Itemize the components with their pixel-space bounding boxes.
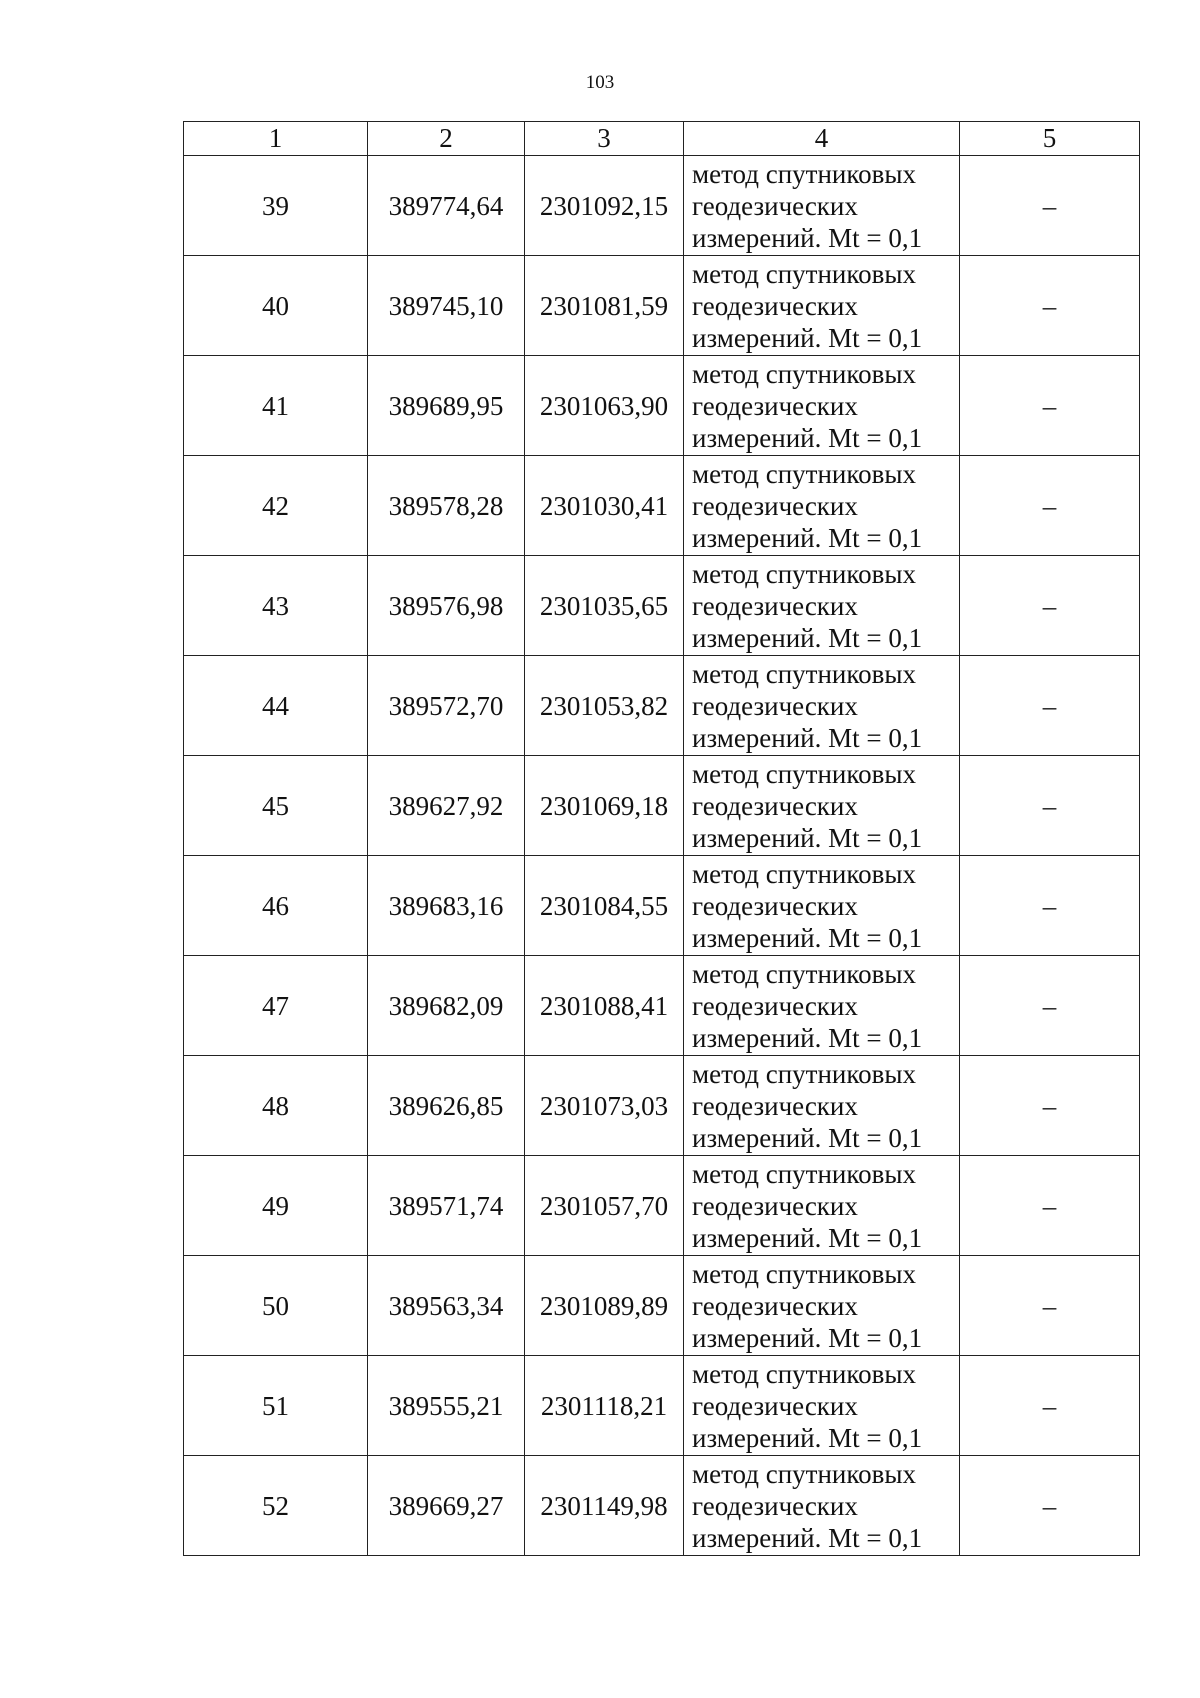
column-header: 1 [184,122,368,156]
method-line: геодезических [692,590,858,621]
table-row [184,356,1140,456]
table-row [184,956,1140,1056]
y-coordinate-cell: 2301084,55 [525,856,684,956]
method-line: метод спутниковых [692,1158,916,1189]
note-cell: – [960,756,1140,856]
method-line: измерений. Mt = 0,1 [692,1422,923,1453]
method-line: метод спутниковых [692,858,916,889]
point-number-cell: 46 [184,856,368,956]
x-coordinate-cell: 389571,74 [368,1156,525,1256]
x-coordinate-cell: 389563,34 [368,1256,525,1356]
point-number-cell: 41 [184,356,368,456]
table-row [184,1356,1140,1456]
column-header: 5 [960,122,1140,156]
method-line: метод спутниковых [692,1358,916,1389]
method-line: измерений. Mt = 0,1 [692,1122,923,1153]
method-line: геодезических [692,390,858,421]
table-row [184,1156,1140,1256]
method-line: измерений. Mt = 0,1 [692,322,923,353]
column-header: 3 [525,122,684,156]
method-cell [684,1056,960,1156]
method-cell [684,556,960,656]
method-line: измерений. Mt = 0,1 [692,422,923,453]
method-line: геодезических [692,490,858,521]
x-coordinate-cell: 389626,85 [368,1056,525,1156]
note-cell: – [960,1356,1140,1456]
method-line: метод спутниковых [692,1058,916,1089]
method-line: геодезических [692,1290,858,1321]
method-cell [684,1156,960,1256]
note-cell: – [960,456,1140,556]
method-line: геодезических [692,1190,858,1221]
method-line: измерений. Mt = 0,1 [692,522,923,553]
x-coordinate-cell: 389627,92 [368,756,525,856]
note-cell: – [960,1056,1140,1156]
method-line: геодезических [692,790,858,821]
method-line: измерений. Mt = 0,1 [692,1522,923,1553]
note-cell: – [960,856,1140,956]
method-cell [684,156,960,256]
table-row [184,256,1140,356]
y-coordinate-cell: 2301081,59 [525,256,684,356]
y-coordinate-cell: 2301030,41 [525,456,684,556]
method-line: измерений. Mt = 0,1 [692,1222,923,1253]
method-cell [684,1256,960,1356]
y-coordinate-cell: 2301149,98 [525,1456,684,1556]
method-line: метод спутниковых [692,958,916,989]
method-line: метод спутниковых [692,158,916,189]
method-cell [684,256,960,356]
y-coordinate-cell: 2301118,21 [525,1356,684,1456]
method-line: метод спутниковых [692,758,916,789]
method-line: геодезических [692,690,858,721]
table-header-row [184,122,1140,156]
note-cell: – [960,956,1140,1056]
method-cell [684,456,960,556]
note-cell: – [960,156,1140,256]
method-line: метод спутниковых [692,358,916,389]
method-cell [684,756,960,856]
point-number-cell: 52 [184,1456,368,1556]
point-number-cell: 44 [184,656,368,756]
note-cell: – [960,556,1140,656]
table-row [184,856,1140,956]
method-line: измерений. Mt = 0,1 [692,822,923,853]
y-coordinate-cell: 2301053,82 [525,656,684,756]
y-coordinate-cell: 2301073,03 [525,1056,684,1156]
point-number-cell: 51 [184,1356,368,1456]
y-coordinate-cell: 2301063,90 [525,356,684,456]
column-header: 4 [684,122,960,156]
y-coordinate-cell: 2301069,18 [525,756,684,856]
note-cell: – [960,356,1140,456]
column-header: 2 [368,122,525,156]
point-number-cell: 49 [184,1156,368,1256]
y-coordinate-cell: 2301035,65 [525,556,684,656]
note-cell: – [960,1456,1140,1556]
note-cell: – [960,1156,1140,1256]
x-coordinate-cell: 389555,21 [368,1356,525,1456]
table-row [184,1056,1140,1156]
method-line: геодезических [692,190,858,221]
note-cell: – [960,656,1140,756]
method-line: измерений. Mt = 0,1 [692,622,923,653]
method-line: метод спутниковых [692,1458,916,1489]
x-coordinate-cell: 389682,09 [368,956,525,1056]
table-row [184,456,1140,556]
method-line: геодезических [692,990,858,1021]
table-row [184,1256,1140,1356]
method-line: измерений. Mt = 0,1 [692,1322,923,1353]
x-coordinate-cell: 389683,16 [368,856,525,956]
table-row [184,1456,1140,1556]
table-row [184,556,1140,656]
x-coordinate-cell: 389669,27 [368,1456,525,1556]
method-line: метод спутниковых [692,1258,916,1289]
coordinates-table [183,121,1140,1556]
method-line: геодезических [692,290,858,321]
method-cell [684,656,960,756]
method-cell [684,856,960,956]
method-cell [684,356,960,456]
point-number-cell: 39 [184,156,368,256]
table-row [184,656,1140,756]
method-cell [684,1356,960,1456]
method-cell [684,1456,960,1556]
method-line: измерений. Mt = 0,1 [692,1022,923,1053]
method-line: измерений. Mt = 0,1 [692,722,923,753]
method-line: геодезических [692,1090,858,1121]
page-number: 103 [585,72,615,93]
method-line: метод спутниковых [692,558,916,589]
point-number-cell: 42 [184,456,368,556]
method-line: измерений. Mt = 0,1 [692,222,923,253]
method-line: метод спутниковых [692,458,916,489]
x-coordinate-cell: 389578,28 [368,456,525,556]
y-coordinate-cell: 2301092,15 [525,156,684,256]
point-number-cell: 43 [184,556,368,656]
method-line: метод спутниковых [692,658,916,689]
y-coordinate-cell: 2301089,89 [525,1256,684,1356]
x-coordinate-cell: 389689,95 [368,356,525,456]
table-body [184,156,1140,1556]
table-row [184,756,1140,856]
method-line: геодезических [692,890,858,921]
x-coordinate-cell: 389572,70 [368,656,525,756]
method-line: геодезических [692,1490,858,1521]
note-cell: – [960,256,1140,356]
note-cell: – [960,1256,1140,1356]
point-number-cell: 50 [184,1256,368,1356]
method-cell [684,956,960,1056]
point-number-cell: 45 [184,756,368,856]
y-coordinate-cell: 2301088,41 [525,956,684,1056]
method-line: метод спутниковых [692,258,916,289]
x-coordinate-cell: 389774,64 [368,156,525,256]
point-number-cell: 40 [184,256,368,356]
method-line: геодезических [692,1390,858,1421]
x-coordinate-cell: 389745,10 [368,256,525,356]
point-number-cell: 47 [184,956,368,1056]
y-coordinate-cell: 2301057,70 [525,1156,684,1256]
table-row [184,156,1140,256]
method-line: измерений. Mt = 0,1 [692,922,923,953]
point-number-cell: 48 [184,1056,368,1156]
x-coordinate-cell: 389576,98 [368,556,525,656]
